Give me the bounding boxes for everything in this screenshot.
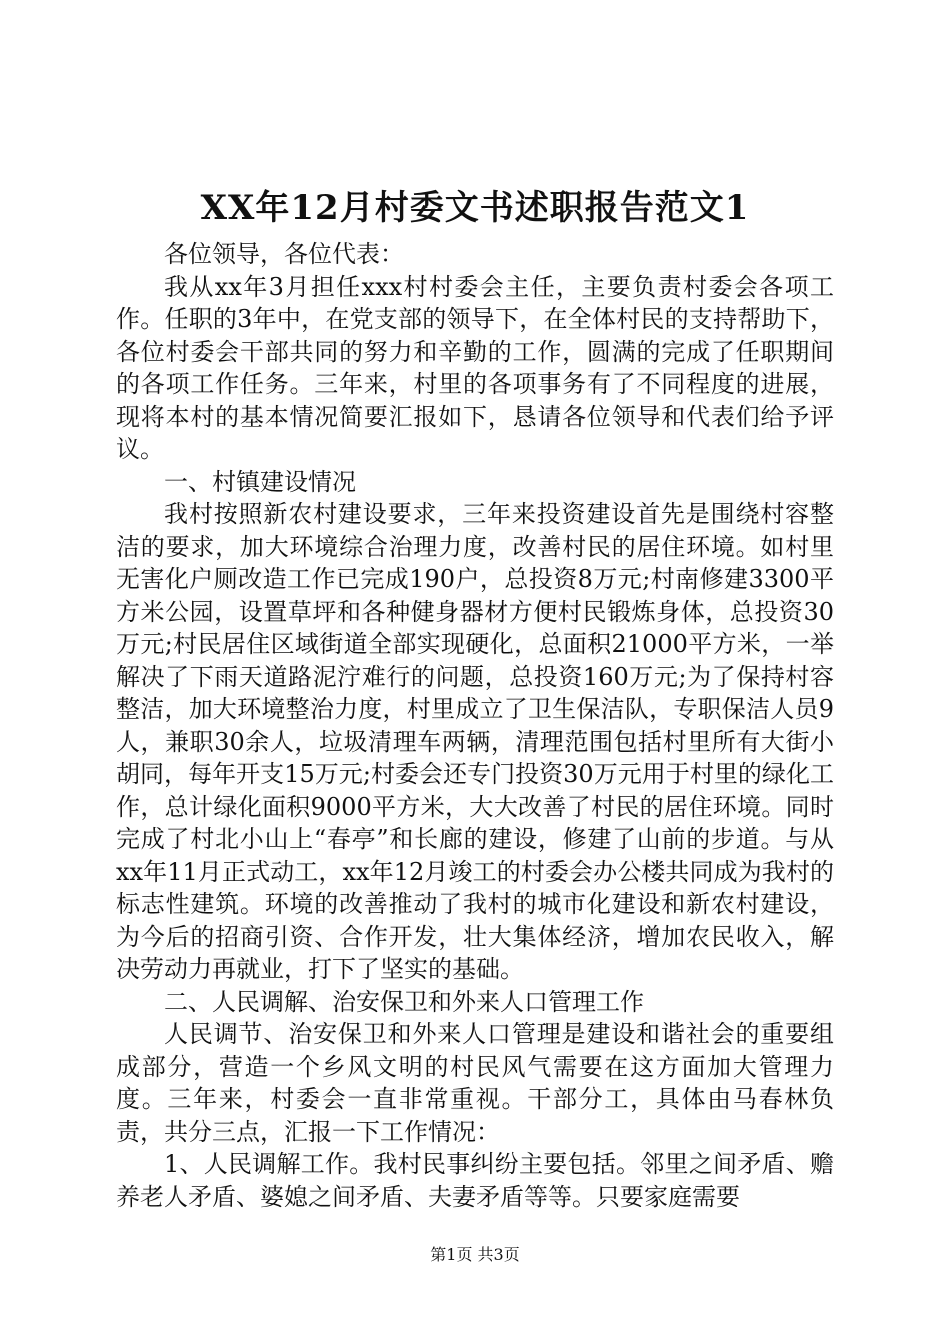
salutation: 各位领导，各位代表： bbox=[164, 240, 404, 268]
page-footer: 第1页 共3页 bbox=[430, 1245, 520, 1264]
document-body bbox=[116, 238, 834, 1213]
section-heading-2: 二、人民调解、治安保卫和外来人口管理工作 bbox=[164, 987, 644, 1016]
section-heading-1: 一、村镇建设情况 bbox=[164, 467, 356, 496]
document-title: XX年12月村委文书述职报告范文1 bbox=[200, 188, 750, 228]
paragraph-section-2: 人民调节、治安保卫和外来人口管理是建设和谐社会的重要组成部分，营造一个乡风文明的村民风气需要在这方面加大管理力度。三年来，村委会一直非常重视。干部分工，具体由马春林负责，共分三点，汇报一下工作情况： bbox=[116, 1020, 834, 1146]
paragraph-item-1: 1、人民调解工作。我村民事纠纷主要包括。邻里之间矛盾、赡养老人矛盾、婆媳之间矛盾、夫妻矛盾等等。只要家庭需要 bbox=[116, 1150, 834, 1211]
paragraph-intro: 我从xx年3月担任xxx村村委会主任，主要负责村委会各项工作。任职的3年中，在党支部的领导下，在全体村民的支持帮助下，各位村委会干部共同的努力和辛勤的工作，圆满的完成了任职期间的各项工作任务。三年来，村里的各项事务有了不同程度的进展，现将本村的基本情况简要汇报如下，恳请各位领导和代表们给予评议。 bbox=[116, 272, 834, 463]
paragraph-section-1: 我村按照新农村建设要求，三年来投资建设首先是围绕村容整洁的要求，加大环境综合治理力度，改善村民的居住环境。如村里无害化户厕改造工作已完成190户，总投资8万元;村南修建3300平方米公园，设置草坪和各种健身器材方便村民锻炼身体，总投资30万元;村民居住区域街道全部实现硬化，总面积21000平方米，一举解决了下雨天道路泥泞难行的问题，总投资160万元;为了保持村容整洁，加大环境整治力度，村里成立了卫生保洁队，专职保洁人员9人，兼职30余人，垃圾清理车两辆，清理范围包括村里所有大街小胡同，每年开支15万元;村委会还专门投资30万元用于村里的绿化工作，总计绿化面积9000平方米，大大改善了村民的居住环境。同时完成了村北小山上“春亭”和长廊的建设，修建了山前的步道。与从xx年11月正式动工，xx年12月竣工的村委会办公楼共同成为我村的标志性建筑。环境的改善推动了我村的城市化建设和新农村建设，为今后的招商引资、合作开发，壮大集体经济，增加农民收入，解决劳动力再就业，打下了坚实的基础。 bbox=[116, 500, 834, 983]
